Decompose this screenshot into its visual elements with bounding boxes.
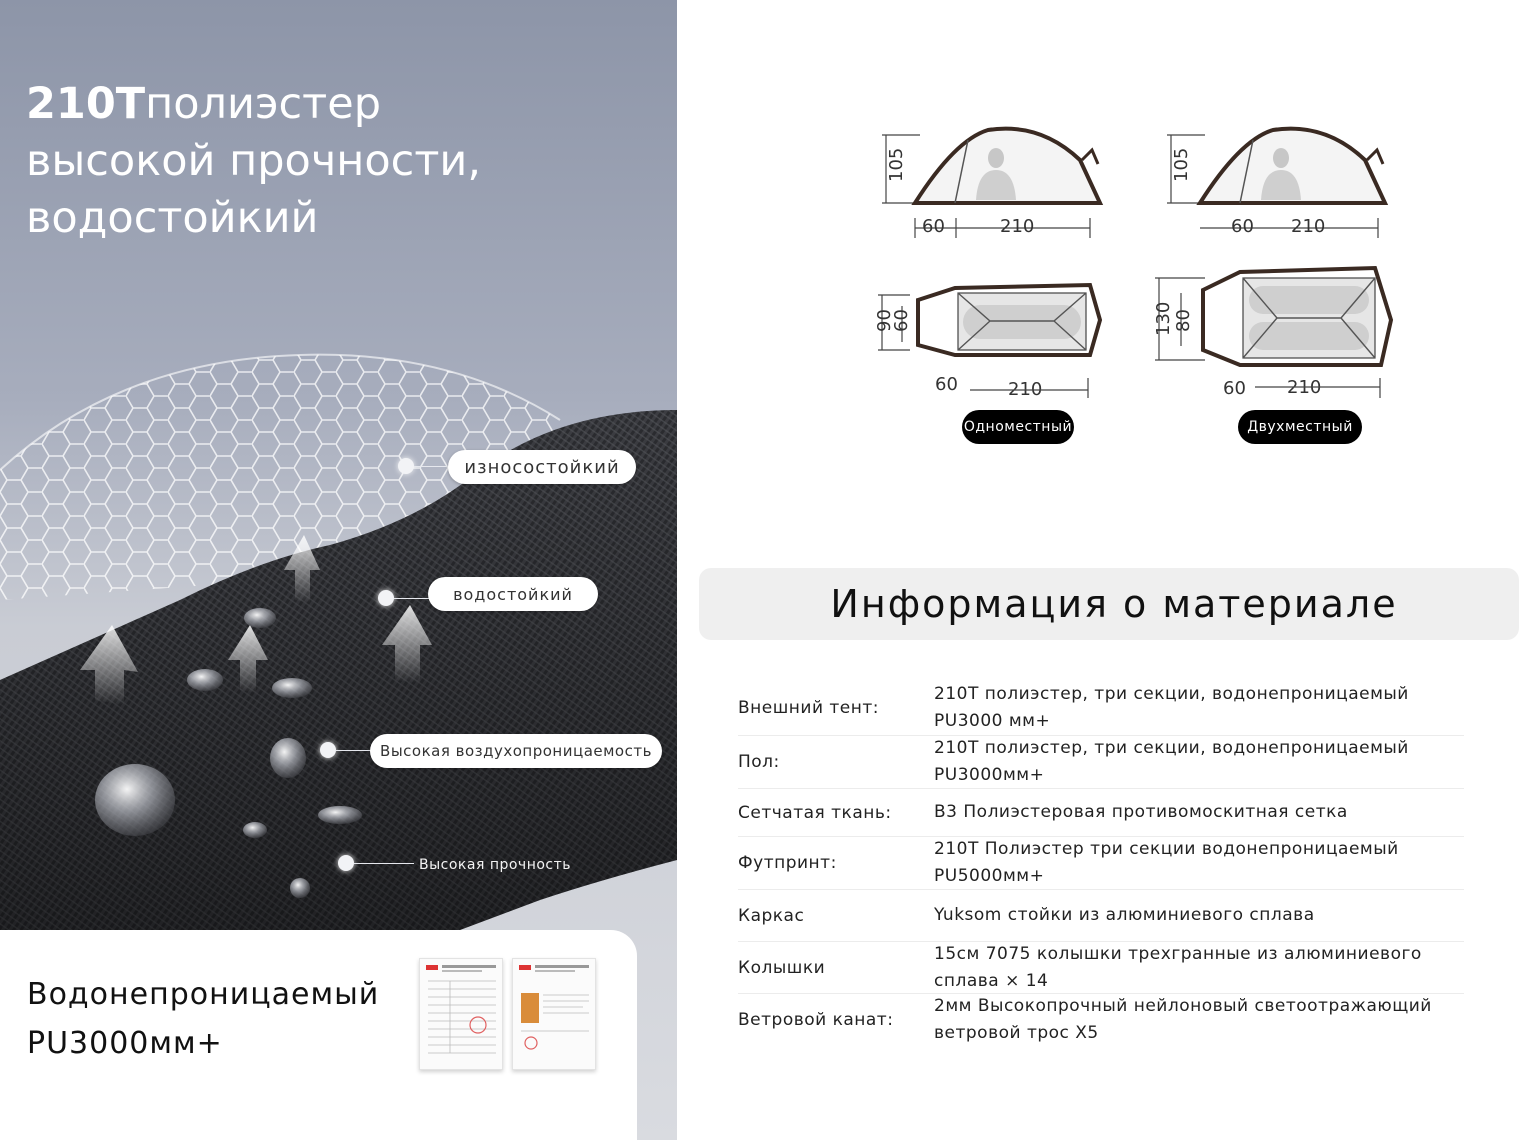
spec-label: Каркас <box>738 905 805 926</box>
spec-row-guy-rope <box>738 994 1464 1046</box>
spec-row-stakes <box>738 942 1464 994</box>
single-top-vestibule: 60 <box>935 374 958 395</box>
double-side-length: 210 <box>1291 216 1326 237</box>
feature-high-strength <box>406 848 584 882</box>
single-top-view <box>874 285 1100 400</box>
hero-title <box>26 76 486 247</box>
spec-value: 2мм Высокопрочный нейлоновый светоотражающий ветровой трос X5 <box>934 996 1432 1043</box>
waterproof-text <box>27 970 407 1068</box>
material-spec-table <box>738 680 1464 1046</box>
certificate-document-icon <box>513 959 597 1071</box>
spec-row-floor <box>738 736 1464 789</box>
single-top-length: 210 <box>1008 379 1043 400</box>
spec-label: Ветровой канат: <box>738 1010 894 1030</box>
spec-value: Yuksom стойки из алюминиевого сплава <box>934 905 1315 925</box>
left-promo-panel <box>0 0 677 1140</box>
spec-value: 15см 7075 колышки трехгранные из алюминиевого сплава × 14 <box>934 943 1422 991</box>
spec-value: 210Т полиэстер, три секции, водонепроницаемый PU3000 мм+ <box>934 683 1409 731</box>
feature-dot <box>338 855 354 871</box>
spec-value: 210Т полиэстер, три секции, водонепроницаемый PU3000мм+ <box>934 738 1409 785</box>
feature-label: Высокая прочность <box>418 857 572 873</box>
feature-label: Высокая воздухопроницаемость <box>380 742 652 760</box>
double-top-width-inner: 80 <box>1173 309 1194 332</box>
single-side-view <box>882 129 1100 238</box>
spec-label: Колышки <box>738 957 826 978</box>
feature-dot <box>378 590 394 606</box>
single-top-width-outer: 90 <box>874 309 895 332</box>
tent-dimension-diagrams <box>860 110 1420 410</box>
single-tent-label-text: Одноместный <box>963 419 1073 435</box>
hero-title-bold: 210T <box>26 79 146 129</box>
double-side-view <box>1167 129 1385 238</box>
double-top-vestibule: 60 <box>1223 378 1246 399</box>
spec-label: Сетчатая ткань: <box>738 802 892 823</box>
double-top-view <box>1153 268 1391 399</box>
double-tent-label <box>1238 410 1362 444</box>
spec-row-footprint <box>738 837 1464 890</box>
feature-breathable <box>370 734 662 768</box>
feature-wear-resistant <box>448 450 636 484</box>
waterproof-line-2: PU3000мм+ <box>27 1026 223 1061</box>
double-top-length: 210 <box>1287 377 1322 398</box>
double-top-width-outer: 130 <box>1153 301 1174 336</box>
hero-title-rest: полиэстер высокой прочности, водостойкий <box>26 79 481 243</box>
certificate-document-icon <box>420 959 504 1071</box>
single-side-vestibule: 60 <box>922 216 945 237</box>
single-top-width-inner: 60 <box>891 309 912 332</box>
material-info-title: Информация о материале <box>830 582 1398 626</box>
single-side-height: 105 <box>886 147 907 182</box>
test-certificate-2 <box>512 958 596 1070</box>
waterproof-card <box>0 930 637 1140</box>
feature-dot <box>398 458 414 474</box>
waterproof-line-1: Водонепроницаемый <box>27 977 380 1012</box>
spec-value: B3 Полиэстеровая противомоскитная сетка <box>934 802 1348 822</box>
spec-row-outer-tent <box>738 680 1464 736</box>
feature-dot <box>320 742 336 758</box>
spec-label: Пол: <box>738 752 780 772</box>
spec-label: Футпринт: <box>738 853 837 873</box>
single-tent-label <box>962 410 1074 444</box>
spec-row-frame <box>738 890 1464 942</box>
test-certificate-1 <box>419 958 503 1070</box>
single-side-length: 210 <box>1000 216 1035 237</box>
double-side-vestibule: 60 <box>1231 216 1254 237</box>
spec-label: Внешний тент: <box>738 697 880 718</box>
feature-label: износостойкий <box>464 456 620 478</box>
feature-water-resistant <box>428 577 598 611</box>
double-tent-label-text: Двухместный <box>1247 419 1353 435</box>
feature-label: водостойкий <box>453 584 573 604</box>
spec-value: 210T Полиэстер три секции водонепроницаемый PU5000мм+ <box>934 839 1399 886</box>
feature-line <box>354 863 414 864</box>
spec-row-mesh <box>738 789 1464 837</box>
double-side-height: 105 <box>1171 147 1192 182</box>
material-info-header <box>699 568 1519 640</box>
